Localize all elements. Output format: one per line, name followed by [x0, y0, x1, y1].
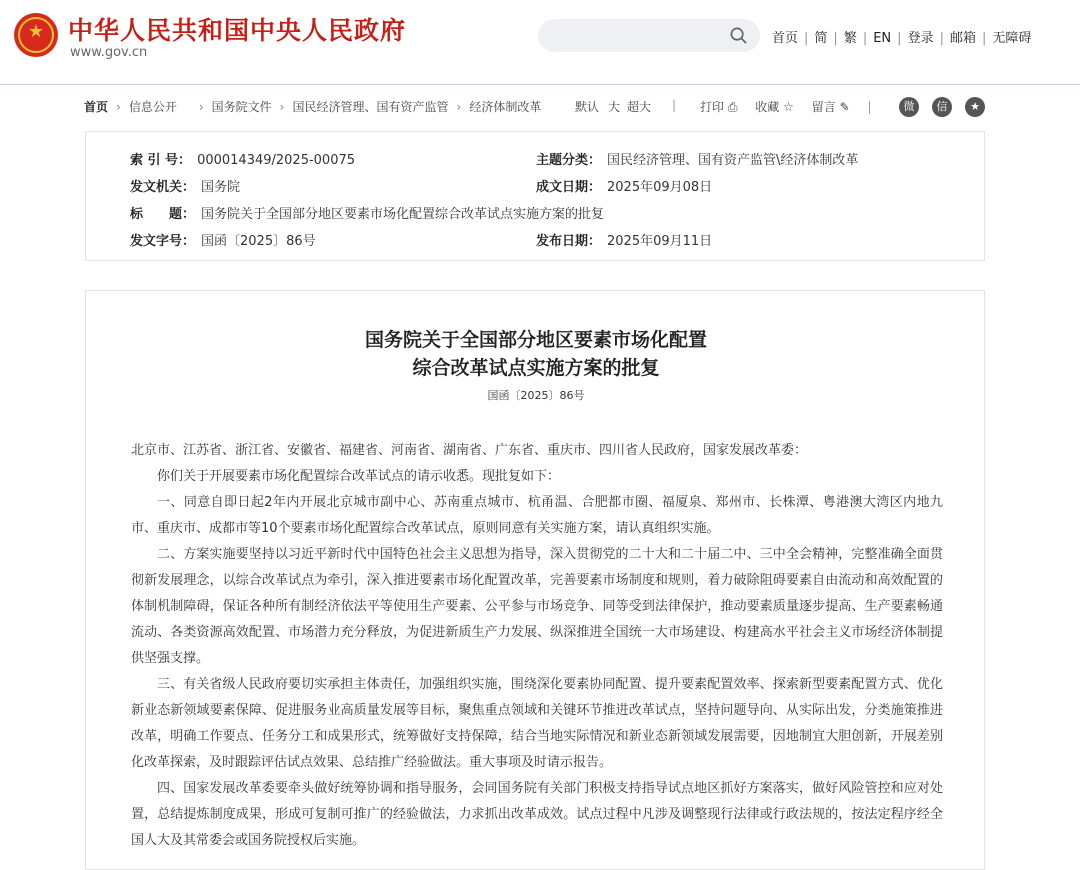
paragraph: 二、方案实施要坚持以习近平新时代中国特色社会主义思想为指导，深入贯彻党的二十大和二十届二中、三中全会精神，完整准确全面贯彻新发展理念，以综合改革试点为牵引，深入推进要素市场化配置改革，完善要素市场制度和规则，着力破除阻碍要素自由流动和高效配置的体制机制障碍，保证各种所有制经济依法平等使用生产要素、公平参与市场竞争、同等受到法律保护，推动要素质量逐步提高、生产要素畅通流动、各类资源高效配置、市场潜力充分释放，为促进新质生产力发展、纵深推进全国统一大市场建设、构建高水平社会主义市场经济体制提供坚强支撑。	[131, 547, 943, 666]
font-size-default[interactable]: 默认	[575, 100, 600, 114]
nav-home[interactable]: 首页	[772, 31, 799, 46]
comment-label: 留言	[811, 100, 836, 114]
meta-value: 国务院	[201, 180, 241, 195]
document-text	[131, 438, 943, 854]
search-input[interactable]	[538, 19, 760, 52]
meta-label: 标 题：	[130, 207, 196, 222]
document-title-line: 综合改革试点实施方案的批复	[412, 357, 660, 379]
meta-value: 000014349/2025-00075	[197, 153, 356, 168]
meta-label: 发文字号：	[130, 234, 196, 249]
breadcrumb-info[interactable]: 信息公开	[128, 100, 177, 114]
toolbar	[575, 98, 872, 115]
print-button[interactable]	[700, 100, 737, 114]
meta-index	[130, 149, 355, 168]
favorite-label: 收藏	[755, 100, 780, 114]
paragraph: 四、国家发展改革委要牵头做好统筹协调和指导服务，会同国务院有关部门积极支持指导试点地区抓好方案落实，做好风险管控和应对处置，总结提炼制度成果，形成可复制可推广的经验做法，力求抓出改革成效。试点过程中凡涉及调整现行法律或行政法规的，按法定程序经全国人大及其常委会或国务院授权后实施。	[131, 781, 943, 848]
document-number: 国函〔2025〕86号	[487, 389, 585, 402]
paragraph: 三、有关省级人民政府要切实承担主体责任，加强组织实施，围绕深化要素协同配置、提升要素配置效率、探索新型要素配置方式、优化新业态新领域要素保障、促进服务业高质量发展等目标，聚焦重点领域和关键环节推进改革试点，坚持问题导向、从实际出发，分类施策推进改革，明确工作要点、任务分工和成果形式，统筹做好支持保障，结合当地实际情况和新业态新领域发展需要，因地制宜大胆创新，开展差别化改革探索，及时跟踪评估试点效果、总结推广经验做法。重大事项及时请示报告。	[131, 677, 943, 770]
breadcrumb: 首页 › 信息公开 › 国务院文件 › 国民经济管理、国有资产监管 › 经济体制改革	[84, 100, 542, 114]
pencil-icon: ✎	[839, 100, 850, 114]
nav-accessibility[interactable]: 无障碍	[992, 31, 1032, 46]
nav-mail[interactable]: 邮箱	[949, 31, 976, 46]
nav-login[interactable]: 登录	[907, 31, 934, 46]
site-url[interactable]: www.gov.cn	[70, 45, 148, 60]
document-title	[86, 326, 986, 382]
site-header	[0, 0, 1080, 85]
wechat-share-icon[interactable]: 信	[932, 97, 952, 117]
breadcrumb-state-docs[interactable]: 国务院文件	[211, 100, 272, 114]
document-title-line: 国务院关于全国部分地区要素市场化配置	[364, 329, 707, 351]
breadcrumb-home[interactable]: 首页	[84, 100, 109, 114]
divider: |	[867, 100, 872, 114]
meta-label: 成文日期：	[536, 180, 602, 195]
meta-label: 发文机关：	[130, 180, 196, 195]
meta-value: 国民经济管理、国有资产监管\经济体制改革	[607, 153, 859, 168]
weibo-share-icon[interactable]: 微	[899, 97, 919, 117]
meta-doc-number	[130, 230, 316, 249]
printer-icon: ⎙	[727, 100, 738, 114]
favorite-star-icon[interactable]: ★	[965, 97, 985, 117]
breadcrumb-economy[interactable]: 国民经济管理、国有资产监管	[292, 100, 449, 114]
site-title[interactable]: 中华人民共和国中央人民政府	[68, 16, 407, 45]
meta-written-date	[536, 176, 712, 195]
meta-topic	[536, 149, 858, 168]
meta-label: 发布日期：	[536, 234, 602, 249]
search-icon[interactable]	[729, 26, 748, 45]
comment-button[interactable]	[812, 100, 850, 114]
meta-title	[130, 203, 604, 222]
nav-traditional[interactable]: 繁	[843, 31, 857, 46]
font-size-large[interactable]: 大	[608, 100, 621, 114]
print-label: 打印	[700, 100, 725, 114]
meta-published-date	[536, 230, 712, 249]
meta-value: 2025年09月08日	[607, 180, 713, 195]
meta-label: 索 引 号：	[130, 153, 192, 168]
favorite-button[interactable]	[755, 100, 794, 114]
paragraph: 你们关于开展要素市场化配置综合改革试点的请示收悉。现批复如下：	[157, 469, 561, 484]
nav-english[interactable]: EN	[873, 31, 892, 46]
nav-simplified[interactable]: 简	[814, 31, 828, 46]
divider: |	[672, 98, 677, 112]
meta-issuer	[130, 176, 240, 195]
document-body	[85, 290, 985, 870]
meta-value: 2025年09月11日	[607, 234, 713, 249]
meta-value: 国函〔2025〕86号	[201, 234, 316, 249]
meta-label: 主题分类：	[536, 153, 602, 168]
document-metadata	[85, 131, 985, 261]
national-emblem-icon[interactable]: ★	[14, 13, 58, 57]
addressee: 北京市、江苏省、浙江省、安徽省、福建省、河南省、湖南省、广东省、重庆市、四川省人民政府，国家发展改革委：	[131, 443, 808, 458]
top-nav: 首页 | 简 | 繁 | EN | 登录 | 邮箱 | 无障碍	[772, 31, 1032, 46]
font-size-xlarge[interactable]: 超大	[627, 100, 652, 114]
paragraph: 一、同意自即日起2年内开展北京城市副中心、苏南重点城市、杭甬温、合肥都市圈、福厦泉、郑州市、长株潭、粤港澳大湾区内地九市、重庆市、成都市等10个要素市场化配置综合改革试点，原则同意有关实施方案，请认真组织实施。	[131, 495, 943, 536]
breadcrumb-reform[interactable]: 经济体制改革	[469, 100, 542, 114]
star-outline-icon: ☆	[783, 100, 794, 114]
meta-value: 国务院关于全国部分地区要素市场化配置综合改革试点实施方案的批复	[201, 207, 605, 222]
